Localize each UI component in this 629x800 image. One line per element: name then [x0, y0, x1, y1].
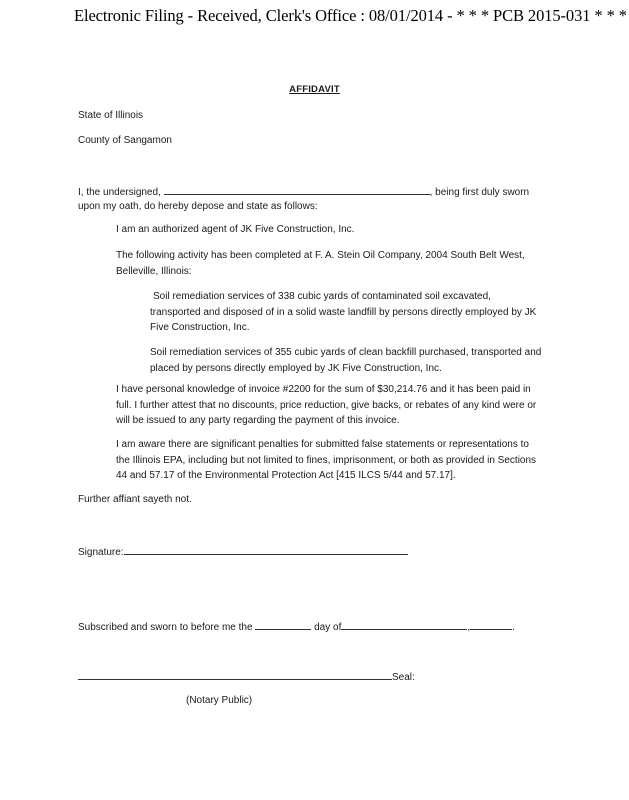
penalty-statement	[116, 437, 536, 484]
activity-line-1: The following activity has been completed at F. A. Stein Oil Company, 2004 South Belt West,	[116, 250, 525, 261]
knowledge-line-1: I have personal knowledge of invoice #2200 for the sum of $30,214.76 and it has been paid in	[116, 384, 531, 395]
service1-line-2: transported and disposed of in a solid waste landfill by persons directly employed by JK	[150, 306, 537, 318]
penalty-line-1: I am aware there are significant penalties for submitted false statements or representations to	[116, 439, 529, 450]
signature-row	[78, 545, 408, 558]
intro-prefix: I, the undersigned,	[78, 187, 161, 198]
penalty-line-2: the Illinois EPA, including but not limited to fines, imprisonment, or both as provided in Sections	[116, 454, 537, 466]
affiant-name-field[interactable]	[164, 185, 430, 195]
service2-line-1: Soil remediation services of 355 cubic yards of clean backfill purchased, transported and	[150, 347, 542, 358]
notary-month-field[interactable]	[341, 620, 467, 630]
service1-line-1: Soil remediation services of 338 cubic yards of contaminated soil excavated,	[153, 291, 491, 302]
notary-year-field[interactable]	[470, 620, 512, 630]
service-1	[150, 289, 536, 336]
document-title: AFFIDAVIT	[289, 84, 340, 95]
seal-label: Seal:	[392, 672, 415, 683]
county-line: County of Sangamon	[78, 135, 172, 146]
signature-label: Signature:	[78, 547, 124, 558]
notary-signature-field[interactable]	[78, 670, 392, 680]
agent-statement: I am an authorized agent of JK Five Construction, Inc.	[116, 224, 355, 235]
intro-line-2: upon my oath, do hereby depose and state as follows:	[78, 201, 318, 212]
day-of-label: day of	[314, 622, 342, 633]
intro-line-1	[78, 185, 529, 198]
knowledge-line-3: will be issued to any party regarding the payment of this invoice.	[116, 415, 400, 426]
notary-day-field[interactable]	[255, 620, 311, 630]
electronic-filing-stamp: Electronic Filing - Received, Clerk's Office : 08/01/2014 - * * * PCB 2015-031 * * *	[74, 6, 627, 25]
state-line: State of Illinois	[78, 110, 144, 121]
period-mark: .	[512, 622, 515, 633]
activity-statement	[116, 248, 525, 279]
comma-mark: ,	[467, 622, 471, 633]
closing-statement: Further affiant sayeth not.	[78, 494, 192, 505]
penalty-line-3: 44 and 57.17 of the Environmental Protection Act [415 ILCS 5/44 and 57.17].	[116, 470, 456, 481]
notary-public-label: (Notary Public)	[186, 695, 253, 706]
activity-line-2: Belleville, Illinois:	[116, 265, 192, 277]
subscribed-row	[78, 620, 515, 633]
knowledge-line-2: full. I further attest that no discounts, price reduction, give backs, or rebates of any kind were or	[116, 399, 537, 411]
signature-field[interactable]	[124, 545, 408, 555]
intro-suffix: , being first duly sworn	[429, 187, 530, 198]
service1-line-3: Five Construction, Inc.	[150, 322, 250, 333]
service-2	[150, 345, 541, 376]
service2-line-2: placed by persons directly employed by JK Five Construction, Inc.	[150, 362, 442, 374]
subscribed-label: Subscribed and sworn to before me the	[78, 622, 253, 633]
knowledge-statement	[116, 382, 536, 429]
seal-row	[78, 670, 415, 683]
